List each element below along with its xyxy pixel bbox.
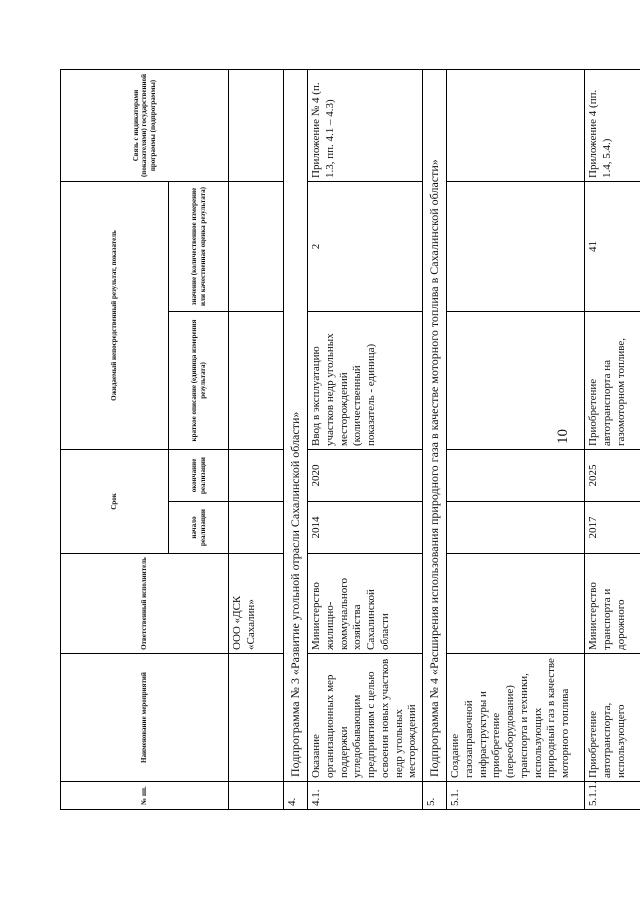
cell-start — [447, 502, 585, 554]
cell-start: 2014 — [308, 502, 423, 554]
cell-start — [229, 502, 284, 554]
cell-end: 2025 — [585, 449, 640, 501]
table-row — [447, 69, 585, 809]
cell-value: 2 — [308, 181, 423, 311]
table-row — [308, 69, 423, 809]
header-term: Срок — [61, 449, 169, 553]
cell-executor: Министерство жилищно-коммунального хозяйства Сахалинской области — [308, 554, 423, 654]
subprogram-title: Подпрограмма № 4 «Расширения использования природного газа в качестве моторного топлива в Сахалинской области» — [423, 69, 447, 781]
cell-start: 2017 — [585, 502, 640, 554]
cell-num: 5. — [423, 782, 447, 810]
header-result-desc: краткое описание (единица измерения результата) — [169, 311, 229, 449]
cell-end: 2020 — [308, 449, 423, 501]
table-row — [585, 69, 640, 809]
subprogram-row — [423, 69, 447, 809]
program-table — [60, 69, 640, 810]
subprogram-title: Подпрограмма № 3 «Развитие угольной отрасли Сахалинской области» — [284, 69, 308, 781]
header-link: Связь с индикаторами (показателями) государственной программы (подпрограммы) — [61, 69, 229, 181]
cell-link — [229, 69, 284, 181]
cell-value — [447, 181, 585, 311]
cell-name: Создание газозаправочной инфраструктуры и приобретение (переоборудование) транспорта и техники, использующих природный газ в качестве моторного топлива — [447, 654, 585, 782]
header-term-end: окончание реализации — [169, 449, 229, 501]
header-executor: Ответственный исполнитель — [61, 554, 229, 654]
cell-link: Приложение 4 (пп. 1.4, 5.4.) — [585, 69, 640, 181]
cell-desc — [447, 311, 585, 449]
cell-end — [229, 449, 284, 501]
cell-num: 4.1. — [308, 782, 423, 810]
header-result: Ожидаемый непосредственный результат, показатель — [61, 181, 169, 449]
header-name: Наименование мероприятий — [61, 654, 229, 782]
header-num: № пп. — [61, 782, 229, 810]
cell-name — [229, 654, 284, 782]
cell-executor: ООО «ДСК «Сахалин» — [229, 554, 284, 654]
cell-desc: Приобретение автотранспорта на газомоторном топливе, — [585, 311, 640, 449]
cell-name: Оказание организационных мер поддержки угледобывающим предприятиям с целью освоения новых участков недр угольных месторождений — [308, 654, 423, 782]
cell-end — [447, 449, 585, 501]
cell-num: 4. — [284, 782, 308, 810]
header-term-start: начало реализации — [169, 502, 229, 554]
subprogram-row — [284, 69, 308, 809]
header-result-value: значение (количественное измерение или качественная оценка результата) — [169, 181, 229, 311]
cell-num — [229, 782, 284, 810]
page-number: 10 — [555, 429, 571, 444]
cell-link: Приложение № 4 (п. 1.3, пп. 4.1 – 4.3) — [308, 69, 423, 181]
cell-num: 5.1.1. — [585, 782, 640, 810]
cell-desc — [229, 311, 284, 449]
cell-value — [229, 181, 284, 311]
cell-link — [447, 69, 585, 181]
table-row — [229, 69, 284, 809]
cell-num: 5.1. — [447, 782, 585, 810]
cell-value: 41 — [585, 181, 640, 311]
cell-desc: Ввод в эксплуатацию участков недр угольных месторождений (количественный показатель - единица) — [308, 311, 423, 449]
cell-executor — [447, 554, 585, 654]
cell-name: Приобретение автотранспорта, использующего — [585, 654, 640, 782]
cell-executor: Министерство транспорта и дорожного — [585, 554, 640, 654]
